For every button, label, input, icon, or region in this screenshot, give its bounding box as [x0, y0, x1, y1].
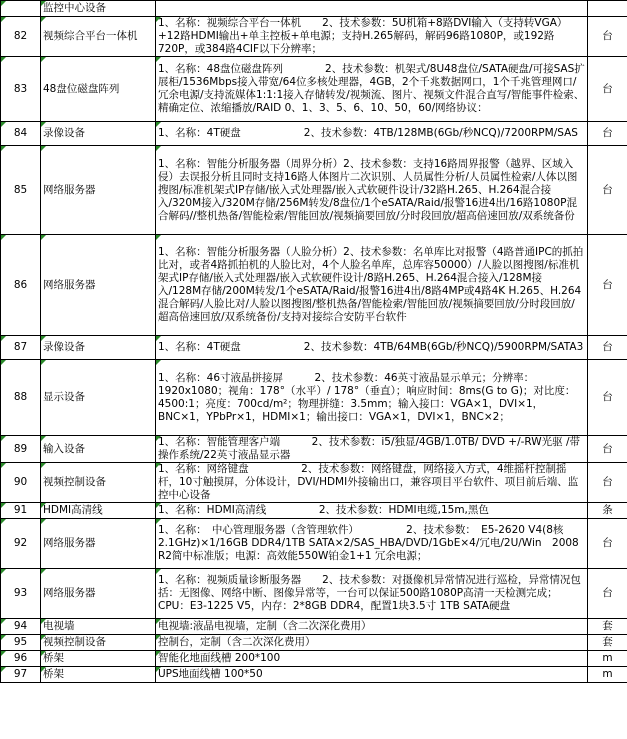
item-name-cell: 录像设备 [41, 122, 156, 146]
row-number-cell: 85 [1, 146, 41, 235]
table-row [1, 667, 627, 683]
table-row [1, 146, 627, 235]
item-spec-cell: 控制台，定制（含二次深化费用） [156, 635, 588, 651]
item-spec-cell: 电视墙:液晶电视墙，定制（含二次深化费用） [156, 619, 588, 635]
item-name-cell: 网络服务器 [41, 146, 156, 235]
row-number-cell: 82 [1, 17, 41, 57]
item-unit-cell: 套 [588, 635, 627, 651]
row-number-cell: 95 [1, 635, 41, 651]
row-number-cell: 91 [1, 503, 41, 519]
item-spec-cell: 1、名称：智能分析服务器（人脸分析）2、技术参数：名单库比对报警（4路普通IPC的抓拍比对，或者4路抓拍机的人脸比对，4个人脸名单库，总库容50000）/人脸以图搜图/标准机架式IP存储/嵌入式处理器/嵌入式软硬件设计/8路H.265、H.264混合接入/128M接入/128M存储/200M转发/1个eSATA/Raid/报警16进4出/8路4MP或4路4K H.265、H.264混合解码/人脸比对/人脸以图搜图/整机热备/智能检索/智能回放/视频摘要回放/分时段回放/超高倍速回放/双系统备份/支持对接综合安防平台软件 [156, 235, 588, 336]
item-name-cell: 48盘位磁盘阵列 [41, 57, 156, 122]
row-number-cell: 90 [1, 463, 41, 503]
table-row [1, 17, 627, 57]
item-unit-cell: 台 [588, 360, 627, 436]
table-row [1, 463, 627, 503]
row-number-cell: 97 [1, 667, 41, 683]
item-unit-cell: 台 [588, 122, 627, 146]
item-unit-cell: 台 [588, 569, 627, 619]
item-spec-cell: UPS地面线槽 100*50 [156, 667, 588, 683]
table-row [1, 635, 627, 651]
item-name-cell: 录像设备 [41, 336, 156, 360]
item-name-cell: 视频综合平台一体机 [41, 17, 156, 57]
row-number-cell: 87 [1, 336, 41, 360]
item-unit-cell: 台 [588, 463, 627, 503]
row-number-cell: 83 [1, 57, 41, 122]
item-unit-cell: 台 [588, 336, 627, 360]
table-row [1, 651, 627, 667]
item-name-cell: HDMI高清线 [41, 503, 156, 519]
row-number-cell: 89 [1, 436, 41, 463]
header-row [1, 1, 627, 17]
table-row [1, 503, 627, 519]
table-row [1, 57, 627, 122]
item-spec-cell: 1、名称：智能管理客户端 2、技术参数：i5/独显/4GB/1.0TB/ DVD +/-RW光驱 /带操作系统/22英寸液晶显示器 [156, 436, 588, 463]
row-number-cell: 84 [1, 122, 41, 146]
item-name-cell: 桥架 [41, 651, 156, 667]
table-row [1, 569, 627, 619]
item-name-cell: 网络服务器 [41, 235, 156, 336]
item-unit-cell: 台 [588, 17, 627, 57]
item-name-cell: 电视墙 [41, 619, 156, 635]
item-name-cell: 视频控制设备 [41, 635, 156, 651]
table-row [1, 519, 627, 569]
table-row [1, 436, 627, 463]
row-number-cell: 92 [1, 519, 41, 569]
item-name-cell: 视频控制设备 [41, 463, 156, 503]
item-spec-cell: 1、名称：46寸液晶拼接屏 2、技术参数：46英寸液晶显示单元；分辨率：1920x1080；视角：178°（水平）/ 178°（垂直）；响应时间：8ms(G to G)；对比度：4500:1；亮度：700cd/m²；物理拼缝：3.5mm；输入接口：VGA×1，DVI×1，BNC×1，YPbPr×1，HDMI×1；输出接口：VGA×1，DVI×1，BNC×2； [156, 360, 588, 436]
header-unit-cell [588, 1, 627, 17]
item-spec-cell: 1、名称：48盘位磁盘阵列 2、技术参数：机架式/8U48盘位/SATA硬盘/可接SAS扩展柜/1536Mbps接入带宽/64位多核处理器，4GB，2个千兆数据网口，1个千兆管理网口/冗余电源/支持流媒体1:1:1接入存储转发/视频流、图片、视频文件混合直写/智能事件检索、精确定位、浓缩播放/RAID 0、1、3、5、6、10、50，60/网络协议： [156, 57, 588, 122]
item-unit-cell: 台 [588, 235, 627, 336]
item-spec-cell: 1、名称：HDMI高清线 2、技术参数：HDMI电缆,15m,黑色 [156, 503, 588, 519]
table-row [1, 122, 627, 146]
item-spec-cell: 1、名称：4T硬盘 2、技术参数：4TB/64MB(6Gb/秒NCQ)/5900RPM/SATA3 [156, 336, 588, 360]
header-num-cell [1, 1, 41, 17]
item-unit-cell: 台 [588, 519, 627, 569]
item-unit-cell: 条 [588, 503, 627, 519]
table-row [1, 235, 627, 336]
item-name-cell: 网络服务器 [41, 519, 156, 569]
header-category-cell: 监控中心设备 [41, 1, 156, 17]
item-spec-cell: 智能化地面线槽 200*100 [156, 651, 588, 667]
item-unit-cell: 台 [588, 57, 627, 122]
table-row [1, 336, 627, 360]
item-unit-cell: 台 [588, 146, 627, 235]
header-desc-cell [156, 1, 588, 17]
item-name-cell: 桥架 [41, 667, 156, 683]
item-name-cell: 显示设备 [41, 360, 156, 436]
row-number-cell: 88 [1, 360, 41, 436]
row-number-cell: 93 [1, 569, 41, 619]
item-spec-cell: 1、名称：视频质量诊断服务器 2、技术参数：对摄像机异常情况进行巡检，异常情况包括：无图像、网络中断、图像异常等，一台可以保证500路1080P高清一天检测完成；CPU：E3-1225 V5，内存：2*8GB DDR4，配置1块3.5寸 1TB SATA硬盘 [156, 569, 588, 619]
row-number-cell: 96 [1, 651, 41, 667]
table-row [1, 360, 627, 436]
item-spec-cell: 1、名称： 中心管理服务器（含管理软件） 2、技术参数： E5-2620 V4(8核2.1GHz)×1/16GB DDR4/1TB SATA×2/SAS_HBA/DVD/1GbE×4/冗电/2U/Win 2008 R2简中标准版；电源：高效能550W铂金1+1 冗余电源； [156, 519, 588, 569]
item-unit-cell: m [588, 651, 627, 667]
spec-table-body [1, 1, 627, 683]
item-spec-cell: 1、名称：智能分析服务器（周界分析）2、技术参数：支持16路周界报警（越界、区域入侵）去误报分析且同时支持16路人体图片二次识别、人员属性分析/人员属性检索/人体以图搜图/标准机架式IP存储/嵌入式处理器/嵌入式软硬件设计/32路H.265、H.264混合接入/320M接入/320M存储/256M转发/8盘位/1个eSATA/Raid/报警16进4出/16路1080P混合解码//整机热备/智能检索/智能回放/视频摘要回放/分时段回放/超高倍速回放/双系统备份 [156, 146, 588, 235]
item-unit-cell: 台 [588, 436, 627, 463]
row-number-cell: 86 [1, 235, 41, 336]
item-unit-cell: 套 [588, 619, 627, 635]
table-row [1, 619, 627, 635]
item-name-cell: 输入设备 [41, 436, 156, 463]
item-unit-cell: m [588, 667, 627, 683]
row-number-cell: 94 [1, 619, 41, 635]
item-name-cell: 网络服务器 [41, 569, 156, 619]
item-spec-cell: 1、名称：网络键盘 2、技术参数：网络键盘，网络接入方式，4维摇杆控制摇杆，10寸触摸屏，分体设计，DVI/HDMI外接输出口，兼容项目平台软件、项目前后端、监控中心设备 [156, 463, 588, 503]
item-spec-cell: 1、名称：视频综合平台一体机 2、技术参数：5U机箱+8路DVI输入（支持转VGA）+12路HDMI输出+单主控板+单电源；支持H.265解码，解码96路1080P，或192路720P，或384路4CIF以下分辨率； [156, 17, 588, 57]
item-spec-cell: 1、名称：4T硬盘 2、技术参数：4TB/128MB(6Gb/秒NCQ)/7200RPM/SAS [156, 122, 588, 146]
